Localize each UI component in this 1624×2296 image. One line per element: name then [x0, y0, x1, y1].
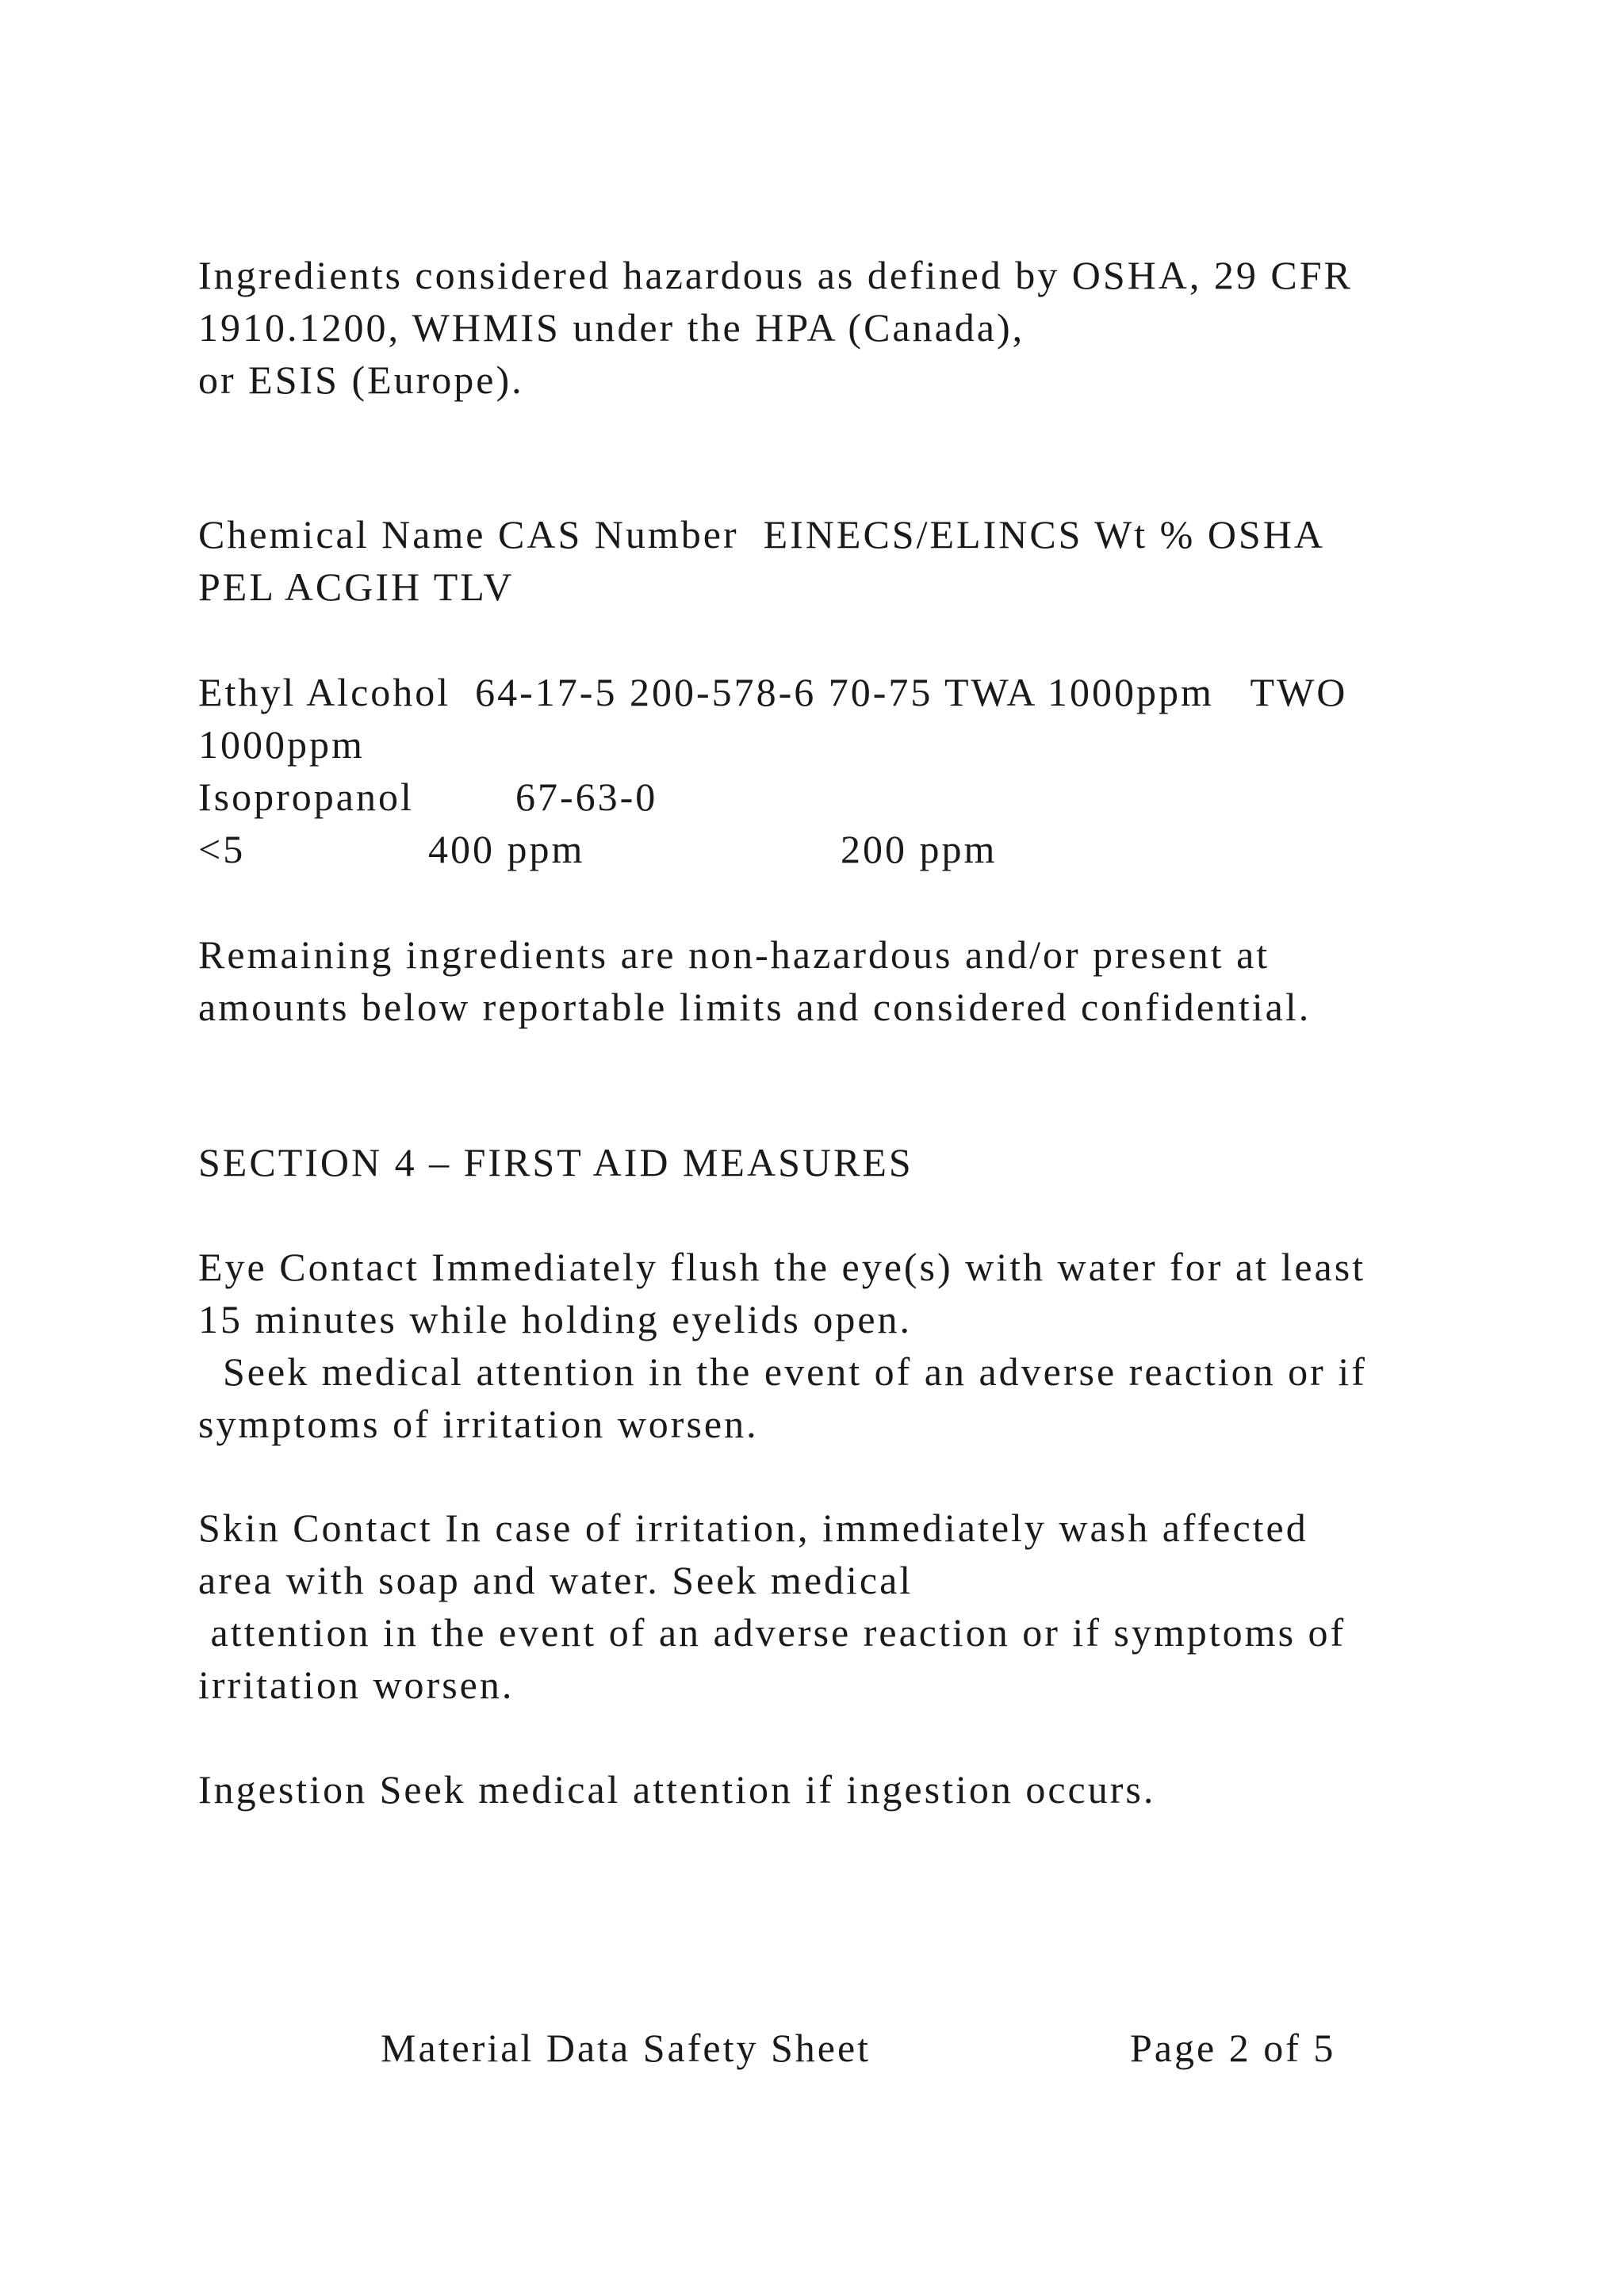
intro-line-3: or ESIS (Europe).: [198, 358, 524, 402]
table-header-line-2: PEL ACGIH TLV: [198, 564, 515, 609]
skin-contact-line-4: irritation worsen.: [198, 1663, 515, 1707]
table-row-isopropanol-name: Isopropanol: [198, 775, 414, 819]
eye-contact-line-1: Eye Contact Immediately flush the eye(s) with water for at least: [198, 1245, 1366, 1289]
eye-contact-line-2: 15 minutes while holding eyelids open.: [198, 1297, 913, 1341]
skin-contact-line-3: attention in the event of an adverse reaction or if symptoms of: [198, 1610, 1346, 1655]
table-row-ethyl-line-1: Ethyl Alcohol 64-17-5 200-578-6 70-75 TWA 1000ppm TWO: [198, 670, 1348, 714]
table-row-ethyl-line-2: 1000ppm: [198, 722, 365, 767]
table-row-isopropanol-cas: 67-63-0: [515, 775, 658, 819]
intro-line-2: 1910.1200, WHMIS under the HPA (Canada),: [198, 305, 1025, 350]
skin-contact-line-2: area with soap and water. Seek medical: [198, 1558, 914, 1602]
skin-contact-line-1: Skin Contact In case of irritation, immediately wash affected: [198, 1506, 1308, 1550]
intro-line-1: Ingredients considered hazardous as defined by OSHA, 29 CFR: [198, 253, 1353, 297]
table-row-isopropanol-wt: <5: [198, 827, 246, 871]
table-row-isopropanol-acgih-tlv: 200 ppm: [841, 827, 998, 871]
ingestion-line: Ingestion Seek medical attention if ingestion occurs.: [198, 1767, 1156, 1812]
section-4-heading: SECTION 4 – FIRST AID MEASURES: [198, 1140, 914, 1184]
footer-document-title: Material Data Safety Sheet: [381, 2026, 871, 2070]
table-header-line-1: Chemical Name CAS Number EINECS/ELINCS Wt % OSHA: [198, 512, 1325, 557]
remaining-line-2: amounts below reportable limits and considered confidential.: [198, 985, 1312, 1029]
footer-page-number: Page 2 of 5: [1130, 2026, 1336, 2070]
eye-contact-line-3: Seek medical attention in the event of an adverse reaction or if: [198, 1349, 1367, 1394]
table-row-isopropanol-osha-pel: 400 ppm: [428, 827, 585, 871]
eye-contact-line-4: symptoms of irritation worsen.: [198, 1402, 759, 1446]
remaining-line-1: Remaining ingredients are non-hazardous and/or present at: [198, 932, 1270, 977]
